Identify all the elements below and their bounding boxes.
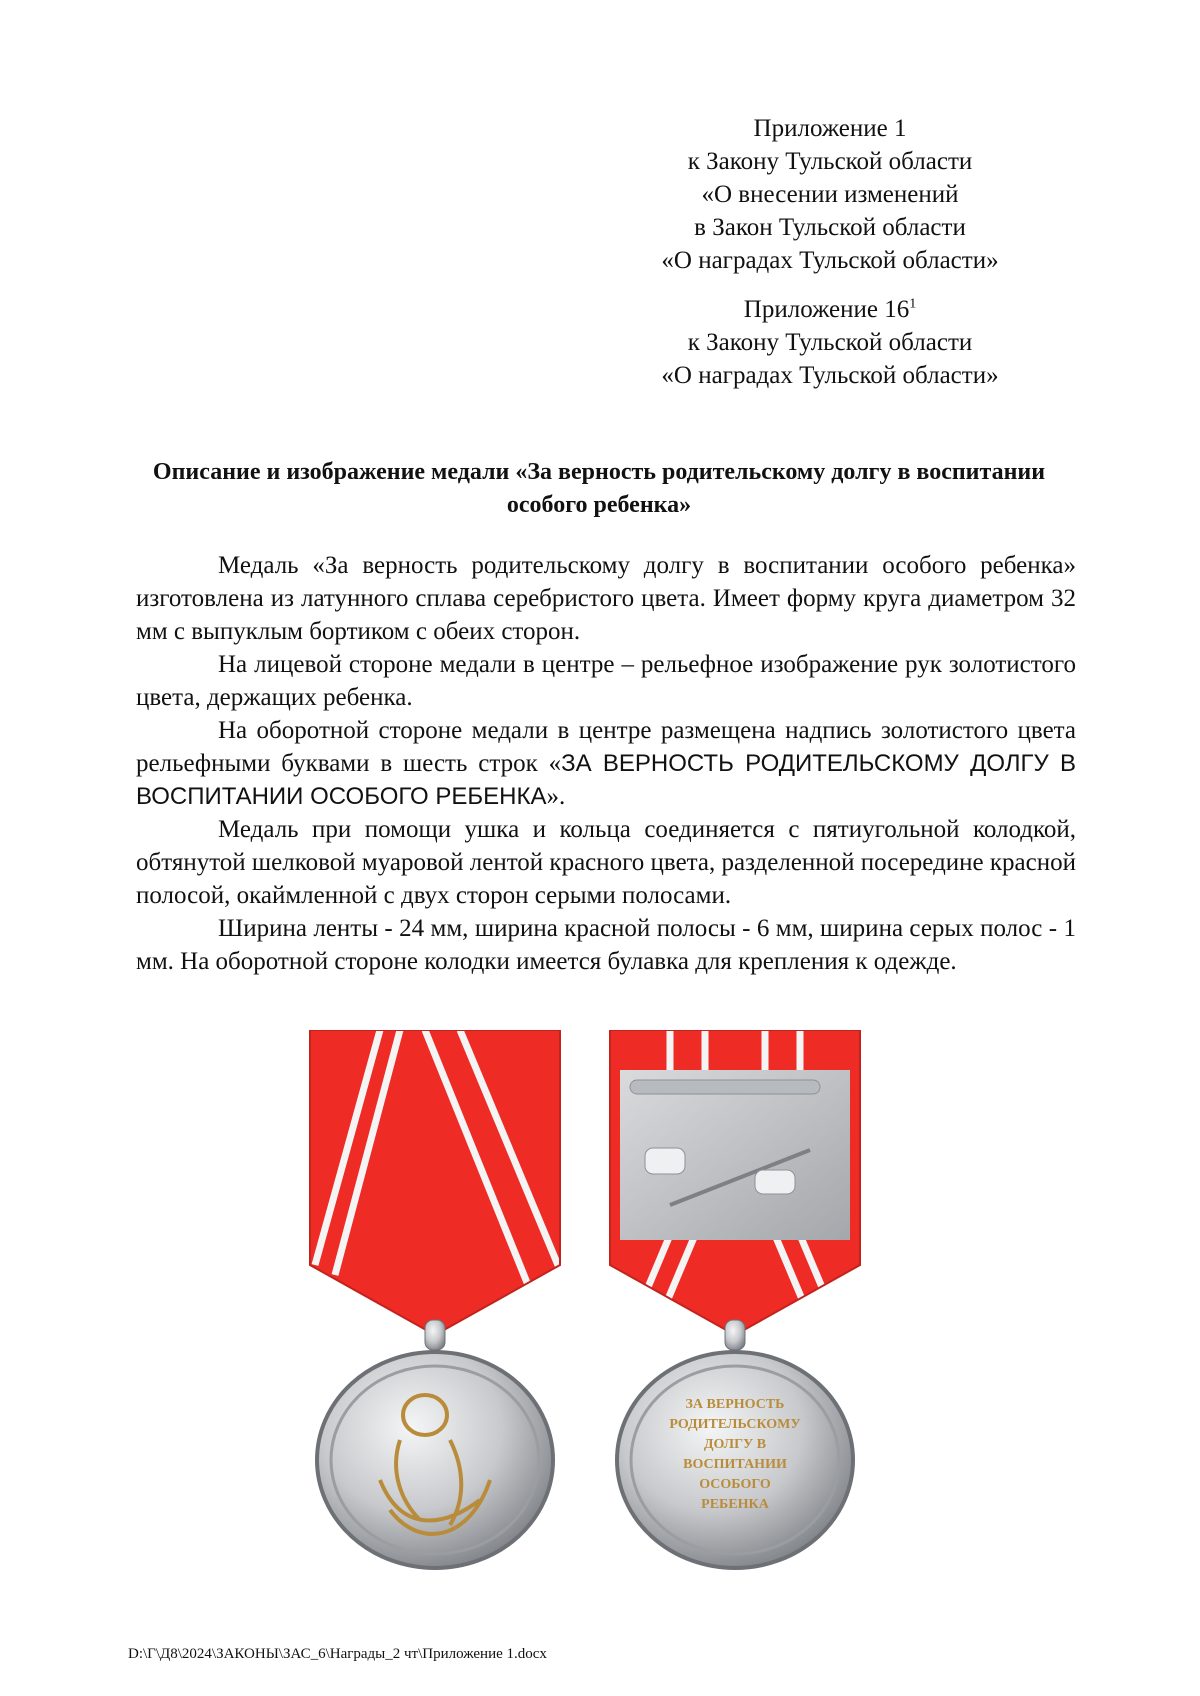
footer-file-path: D:\Г\Д8\2024\ЗАКОНЫ\ЗАС_6\Награды_2 чт\Приложение 1.docx xyxy=(128,1646,547,1662)
appendix-16-header xyxy=(600,293,1060,392)
paragraph-dimensions: Ширина ленты - 24 мм, ширина красной полосы - 6 мм, ширина серых полос - 1 мм. На оборотной стороне колодки имеется булавка для крепления к одежде. xyxy=(136,915,1076,975)
inscription-line: ВОСПИТАНИИ xyxy=(683,1457,787,1472)
appendix-16-superscript: 1 xyxy=(909,296,917,312)
description-body xyxy=(136,549,1076,978)
inscription-line: ЗА ВЕРНОСТЬ xyxy=(685,1397,785,1412)
inscription-line: ОСОБОГО xyxy=(699,1477,771,1492)
appendix-1-header xyxy=(600,112,1060,277)
pin-catch xyxy=(755,1170,795,1194)
appendix-1-title: Приложение 1 xyxy=(753,115,907,142)
appendix-1-line: к Закону Тульской области xyxy=(687,148,973,175)
medal-reverse xyxy=(617,1320,853,1568)
inscription-line: РОДИТЕЛЬСКОМУ xyxy=(669,1417,801,1432)
medal-figure xyxy=(250,1030,930,1590)
document-title: Описание и изображение медали «За верность родительскому долгу в воспитании особого ребенка» xyxy=(152,459,1046,518)
paragraph-reverse xyxy=(136,714,1076,813)
appendix-16-line: к Закону Тульской области xyxy=(687,329,973,356)
front-ribbon xyxy=(310,1030,560,1335)
medal-illustration xyxy=(250,1030,930,1590)
back-ribbon xyxy=(610,1030,860,1335)
pin-clasp xyxy=(645,1148,685,1174)
medal-obverse xyxy=(317,1320,553,1568)
appendix-1-line: в Закон Тульской области xyxy=(694,214,966,241)
pin-bar xyxy=(630,1080,820,1094)
inscription-text: ЗА ВЕРНОСТЬ РОДИТЕЛЬСКОМУ ДОЛГУ В ВОСПИТАНИИ ОСОБОГО РЕБЕНКА xyxy=(136,750,1076,810)
appendix-16-title-line xyxy=(600,293,1060,326)
inscription-line: РЕБЕНКА xyxy=(701,1497,769,1512)
appendix-1-line: «О внесении изменений xyxy=(701,181,959,208)
paragraph-reverse-end: ». xyxy=(546,783,566,810)
inscription-line: ДОЛГУ В xyxy=(703,1437,767,1452)
paragraph-reverse-start: На оборотной стороне медали в центре размещена надпись золотистого цвета рельефными буквами в шесть строк « xyxy=(136,717,1076,777)
paragraph-obverse: На лицевой стороне медали в центре – рельефное изображение рук золотистого цвета, держащих ребенка. xyxy=(136,651,1076,711)
appendix-16-title: Приложение 16 xyxy=(743,296,910,323)
appendix-1-line: «О наградах Тульской области» xyxy=(661,247,999,274)
paragraph-material: Медаль «За верность родительскому долгу в воспитании особого ребенка» изготовлена из латунного сплава серебристого цвета. Имеет форму круга диаметром 32 мм с выпуклым бортиком с обеих сторон. xyxy=(136,552,1076,645)
appendix-16-line: «О наградах Тульской области» xyxy=(661,362,999,389)
paragraph-ribbon: Медаль при помощи ушка и кольца соединяется с пятиугольной колодкой, обтянутой шелковой муаровой лентой красного цвета, разделенной посередине красной полосой, окаймленной с двух сторон серыми полосами. xyxy=(136,816,1076,909)
